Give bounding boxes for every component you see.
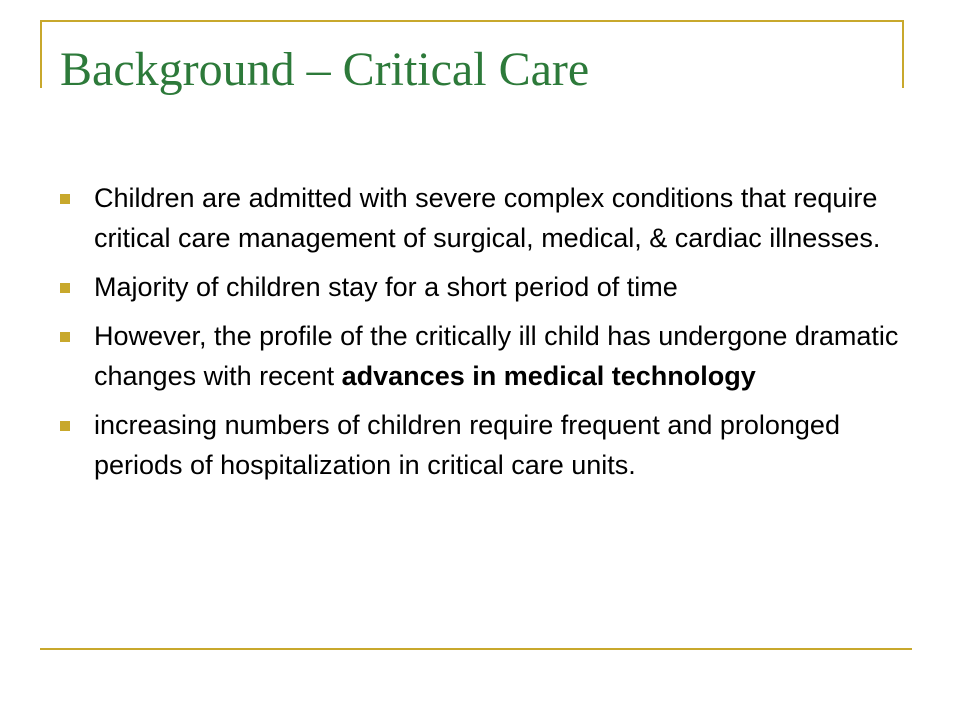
bullet-item xyxy=(60,267,900,307)
bullet-text xyxy=(94,321,898,391)
bullet-item xyxy=(60,178,900,258)
bullet-text-plain: However, the profile of the critically ill child has undergone dramatic changes with recent xyxy=(94,321,899,391)
bottom-rule xyxy=(40,648,912,650)
bullet-list xyxy=(60,178,900,494)
bullet-text: increasing numbers of children require frequent and prolonged periods of hospitalization in critical care units. xyxy=(94,410,840,480)
bullet-text: Children are admitted with severe complex conditions that require critical care management of surgical, medical, & cardiac illnesses. xyxy=(94,183,881,253)
square-bullet-icon xyxy=(60,194,70,204)
square-bullet-icon xyxy=(60,283,70,293)
right-rule xyxy=(902,20,904,88)
bullet-text: Majority of children stay for a short period of time xyxy=(94,272,678,302)
left-rule xyxy=(40,20,42,88)
square-bullet-icon xyxy=(60,421,70,431)
bullet-item xyxy=(60,405,900,485)
slide-title: Background – Critical Care xyxy=(60,43,590,96)
bullet-item xyxy=(60,316,900,396)
square-bullet-icon xyxy=(60,332,70,342)
bullet-text-bold: advances in medical technology xyxy=(341,361,756,391)
top-rule xyxy=(40,20,904,22)
